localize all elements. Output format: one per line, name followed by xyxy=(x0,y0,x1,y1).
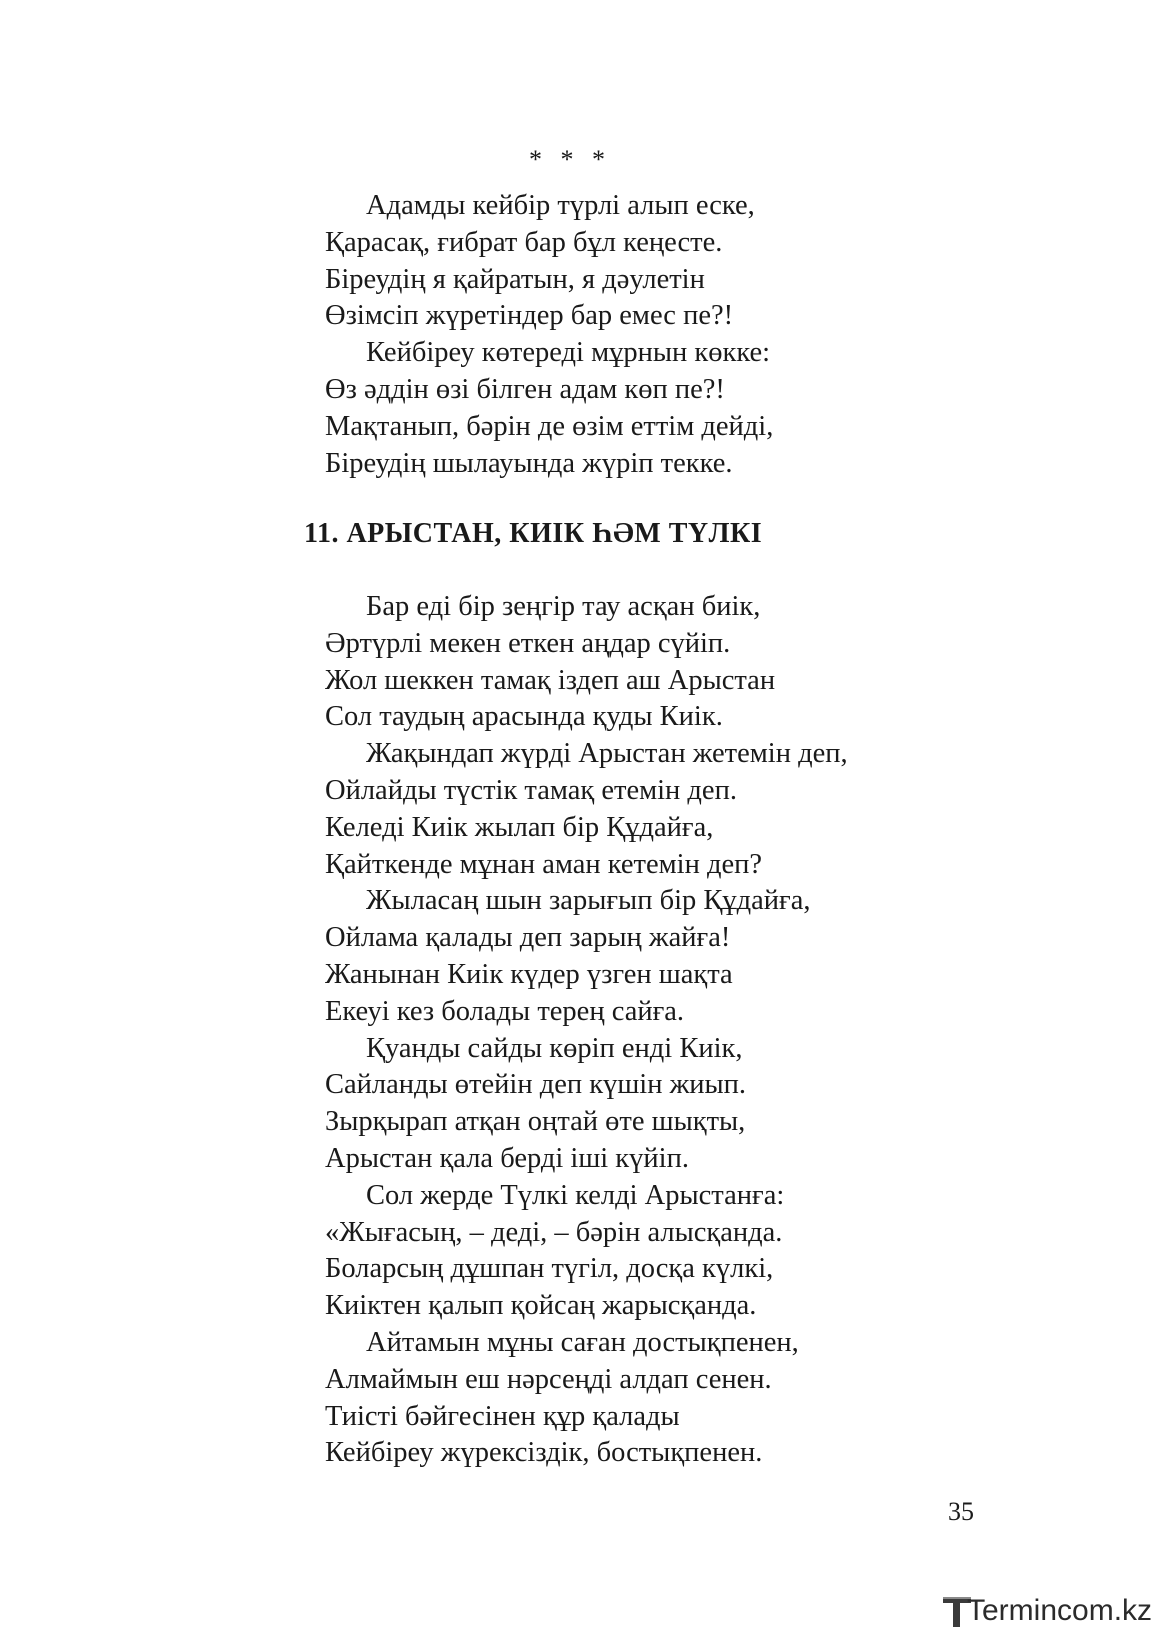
stanza-separator: * * * xyxy=(529,145,611,174)
watermark-text: Termincom.kz xyxy=(967,1594,1153,1627)
verse-line: Біреудің шылауында жүріп текке. xyxy=(325,447,733,479)
page-number: 35 xyxy=(948,1497,974,1526)
verse-line: Ойлайды түстік тамақ етемін деп. xyxy=(325,774,737,806)
verse-line: Айтамын мұны саған достықпенен, xyxy=(366,1326,799,1358)
verse-line: Сол жерде Түлкі келді Арыстанға: xyxy=(366,1179,785,1211)
verse-line: Боларсың дұшпан түгіл, досқа күлкі, xyxy=(325,1253,774,1285)
verse-line: Жол шеккен тамақ іздеп аш Арыстан xyxy=(325,664,776,696)
section-heading: 11. АРЫСТАН, КИІК ҺӘМ ТҮЛКІ xyxy=(304,518,763,549)
verse-line: Арыстан қала берді іші күйіп. xyxy=(325,1142,689,1174)
verse-line: Алмаймын еш нәрсеңді алдап сенен. xyxy=(325,1363,772,1395)
verse-line: Жақындап жүрді Арыстан жетемін деп, xyxy=(366,738,848,770)
verse-line: Өз әддін өзі білген адам көп пе?! xyxy=(325,373,725,405)
verse-line: Сайланды өтейін деп күшін жиып. xyxy=(325,1069,747,1101)
verse-line: Мақтанып, бәрін де өзім еттім дейді, xyxy=(325,410,774,442)
verse-line: Әртүрлі мекен еткен аңдар сүйіп. xyxy=(325,627,731,659)
verse-line: Қуанды сайды көріп енді Киік, xyxy=(366,1032,743,1064)
verse-line: «Жығасың, – деді, – бәрін алысқанда. xyxy=(325,1216,783,1248)
poem-body xyxy=(325,589,848,1472)
verse-line: Тиісті бәйгесінен құр қалады xyxy=(325,1400,680,1432)
site-watermark xyxy=(943,1593,1153,1633)
verse-line: Қайткенде мұнан аман кетемін деп? xyxy=(325,848,763,880)
verse-line: Ойлама қалады деп зарың жайға! xyxy=(325,922,731,954)
verse-line: Бар еді бір зеңгір тау асқан биік, xyxy=(366,591,761,622)
verse-line: Біреудің я қайратын, я дәулетін xyxy=(325,263,705,295)
verse-line: Келеді Киік жылап бір Құдайға, xyxy=(325,811,714,843)
verse-line: Зырқырап атқан оңтай өте шықты, xyxy=(325,1106,746,1138)
verse-line: Сол таудың арасында қуды Киік. xyxy=(325,701,723,733)
verse-line: Жанынан Киік күдер үзген шақта xyxy=(325,958,733,990)
verse-line: Жыласаң шын зарығып бір Құдайға, xyxy=(366,885,811,917)
verse-line: Кейбіреу көтереді мұрнын көкке: xyxy=(366,337,771,369)
verse-line: Екеуі кез болады терең сайға. xyxy=(325,995,685,1027)
verse-line: Адамды кейбір түрлі алып еске, xyxy=(366,190,755,221)
verse-line: Қарасақ, ғибрат бар бұл кеңесте. xyxy=(325,226,723,258)
verse-line: Киіктен қалып қойсаң жарысқанда. xyxy=(325,1290,757,1322)
poem-stanza-one xyxy=(325,188,773,482)
verse-line: Өзімсіп жүретіндер бар емес пе?! xyxy=(325,300,734,332)
verse-line: Кейбіреу жүрексіздік, бостықпенен. xyxy=(325,1437,763,1469)
